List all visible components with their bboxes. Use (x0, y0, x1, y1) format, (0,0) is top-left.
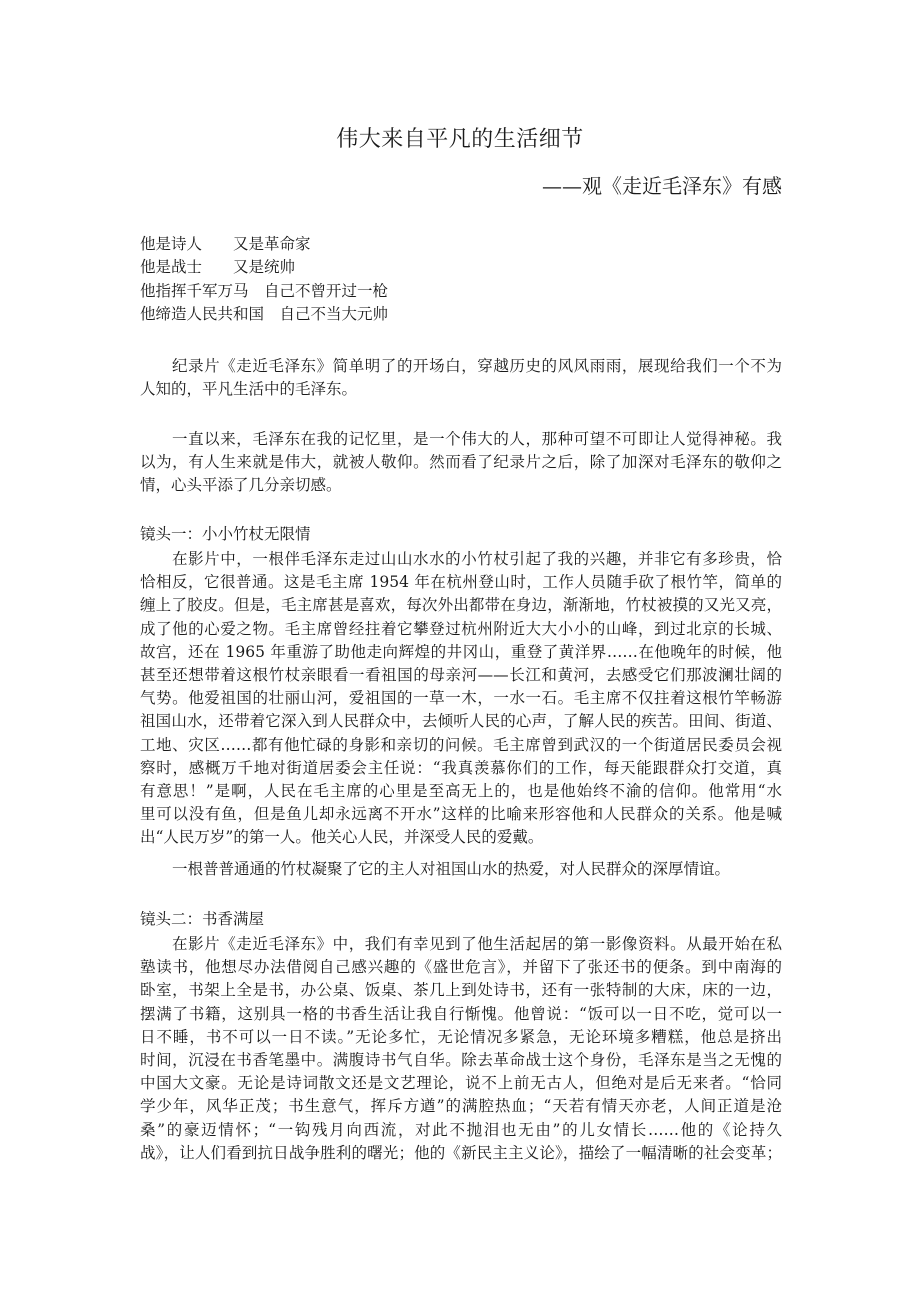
paragraph-line: 里可以没有鱼，但是鱼儿却永远离不开水”这样的比喻来形容他和人民群众的关系。他是喊 (140, 805, 782, 824)
paragraph-line: 在影片《走近毛泽东》中，我们有幸见到了他生活起居的第一影像资料。从最开始在私 (172, 935, 782, 953)
poem-line: 他缔造人民共和国 自己不当大元帅 (140, 305, 389, 323)
paragraph-line: 工地、灾区……都有他忙碌的身影和亲切的问候。毛主席曾到武汉的一个街道居民委员会视 (140, 735, 782, 754)
section-heading: 镜头二：书香满屋 (140, 910, 265, 928)
paragraph-line: 一根普普通通的竹杖凝聚了它的主人对祖国山水的热爱，对人民群众的深厚情谊。 (172, 860, 731, 878)
paragraph-line: 情，心头平添了几分亲切感。 (140, 476, 342, 495)
paragraph-line: 成了他的心爱之物。毛主席曾经拄着它攀登过杭州附近大大小小的山峰，到过北京的长城、 (140, 619, 782, 638)
paragraph-line: 以为，有人生来就是伟大，就被人敬仰。然而看了纪录片之后，除了加深对毛泽东的敬仰之 (140, 453, 782, 472)
paragraph-line: 气势。他爱祖国的壮丽山河，爱祖国的一草一木，一水一石。毛主席不仅拄着这根竹竿畅游 (140, 689, 782, 708)
paragraph-line: 日不睡，书不可以一日不读。”无论多忙，无论情况多紧急，无论环境多糟糕，他总是挤出 (140, 1027, 782, 1046)
paragraph-line: 甚至还想带着这根竹杖亲眼看一看祖国的母亲河——长江和黄河，去感受它们那波澜壮阔的 (140, 666, 782, 684)
paragraph-line: 祖国山水，还带着它深入到人民群众中，去倾听人民的心声，了解人民的疾苦。田间、街道、 (140, 712, 782, 731)
paragraph-line: 摆满了书籍，这别具一格的书香生活让我自行惭愧。他曾说：“饭可以一日不吃，觉可以一 (140, 1004, 782, 1023)
paragraph-line: 战》，让人们看到抗日战争胜利的曙光；他的《新民主主义论》，描绘了一幅清晰的社会变革； (140, 1143, 782, 1162)
paragraph-line: 有意思！”是啊，人民在毛主席的心里是至高无上的，也是他始终不渝的信仰。他常用“水 (140, 782, 782, 800)
paragraph-line: 塾读书，他想尽办法借阅自己感兴趣的《盛世危言》，并留下了张还书的便条。到中南海的 (140, 958, 782, 977)
paragraph-line: 卧室，书架上全是书，办公桌、饭桌、茶几上到处诗书，还有一张特制的大床，床的一边， (140, 981, 782, 1000)
section-heading: 镜头一：小小竹杖无限情 (140, 525, 311, 543)
paragraph-line: 纪录片《走近毛泽东》简单明了的开场白，穿越历史的风风雨雨，展现给我们一个不为 (172, 357, 782, 375)
paragraph-line: 中国大文豪。无论是诗词散文还是文艺理论，说不上前无古人，但绝对是后无来者。“恰同 (140, 1074, 782, 1093)
paragraph-line: 恰相反，它很普通。这是毛主席 1954 年在杭州登山时，工作人员随手砍了根竹竿，简单的 (140, 573, 782, 592)
paragraph-line: 时间，沉浸在书香笔墨中。满腹诗书气自华。除去革命战士这个身份，毛泽东是当之无愧的 (140, 1051, 782, 1069)
paragraph-line: 人知的，平凡生活中的毛泽东。 (140, 380, 358, 399)
paragraph-line: 出“人民万岁”的第一人。他关心人民，并深受人民的爱戴。 (140, 828, 544, 847)
document-title: 伟大来自平凡的生活细节 (336, 127, 584, 152)
paragraph-line: 学少年，风华正茂；书生意气，挥斥方遒”的满腔热血；“天若有情天亦老，人间正道是沧 (140, 1097, 782, 1116)
poem-line: 他指挥千军万马 自己不曾开过一枪 (140, 282, 389, 300)
paragraph-line: 故宫，还在 1965 年重游了助他走向辉煌的井冈山，重登了黄洋界……在他晚年的时候，他 (140, 642, 782, 661)
paragraph-line: 在影片中，一根伴毛泽东走过山山水水的小竹杖引起了我的兴趣，并非它有多珍贵，恰 (172, 550, 782, 568)
paragraph-line: 缠上了胶皮。但是，毛主席甚是喜欢，每次外出都带在身边，渐渐地，竹杖被摸的又光又亮， (140, 596, 782, 615)
poem-line: 他是诗人 又是革命家 (140, 235, 311, 253)
paragraph-line: 察时，感概万千地对街道居委会主任说：“我真羡慕你们的工作，每天能跟群众打交道，真 (140, 758, 782, 777)
poem-line: 他是战士 又是统帅 (140, 258, 296, 276)
paragraph-line: 一直以来，毛泽东在我的记忆里，是一个伟大的人，那种可望不可即让人觉得神秘。我 (172, 430, 782, 448)
document-subtitle: ——观《走近毛泽东》有感 (542, 174, 782, 198)
paragraph-line: 桑”的豪迈情怀；“一钩残月向西流，对此不抛泪也无由”的儿女情长……他的《论持久 (140, 1120, 782, 1139)
